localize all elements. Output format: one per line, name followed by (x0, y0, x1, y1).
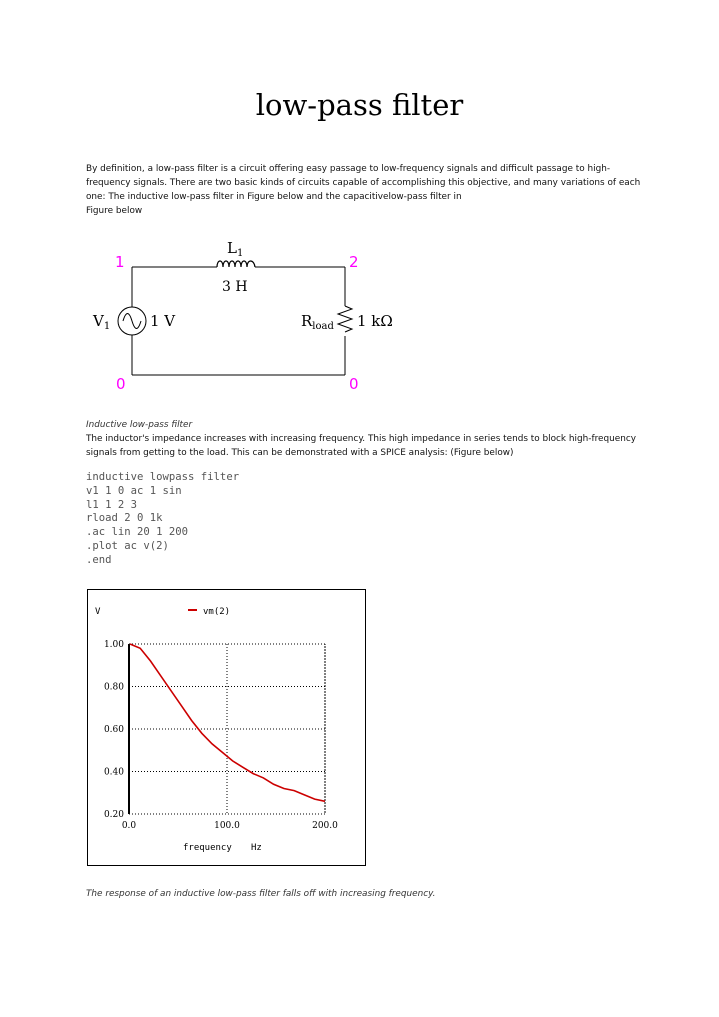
figure1-and-analysis (86, 418, 646, 460)
figure-link[interactable]: Figure below (453, 448, 511, 458)
frequency-response-chart (87, 589, 367, 867)
source-value: 1 V (150, 312, 176, 330)
figure2-caption: The response of an inductive low-pass filter falls off with increasing frequency. (86, 889, 436, 899)
x-tick-label: 100.0 (214, 821, 240, 831)
circuit-diagram (80, 230, 410, 400)
load-value: 1 kΩ (357, 312, 393, 330)
page-title: low-pass filter (255, 88, 464, 122)
x-axis-unit: Hz (251, 843, 262, 853)
spice-line: .end (86, 553, 112, 566)
spice-line: l1 1 2 3 (86, 498, 138, 511)
para2-end: ) (510, 448, 514, 458)
node-label-1: 1 (115, 253, 125, 271)
intro-figure-reference: Figure below (86, 206, 143, 216)
resistor-zigzag-icon (338, 306, 352, 332)
y-tick-label: 0.60 (103, 725, 124, 735)
node-label-0-left: 0 (116, 375, 126, 393)
load-name: $R_{load}$ (301, 312, 334, 332)
para2-text: The inductor's impedance increases with increasing frequency. This high impedance in series tends to block high-frequency signals from getting to the load. This can be demonstrated with a SPICE analysis: ( (86, 434, 636, 458)
spice-listing (86, 471, 239, 568)
spice-line: rload 2 0 1k (86, 512, 163, 525)
x-tick-label: 0.0 (121, 821, 137, 831)
inductor-value: 3 H (222, 279, 248, 295)
intro-paragraph (86, 162, 646, 218)
y-tick-label: 1.00 (103, 640, 124, 650)
y-tick-label: 0.40 (103, 767, 124, 778)
spice-line: .plot ac v(2) (86, 539, 169, 552)
spice-line: v1 1 0 ac 1 sin (86, 484, 182, 497)
figure1-caption: Inductive low-pass filter (86, 420, 193, 430)
node-label-2: 2 (349, 253, 359, 271)
x-axis-label: frequency (183, 843, 232, 853)
intro-text: By definition, a low-pass filter is a circuit offering easy passage to low-frequency signals and difficult passage to high-frequency signals. There are two basic kinds of circuits capable of accomplishing this objective, and many variations of each one: The inductive low-pass filter in Figure below and the capacitivelow-pass filter in (86, 164, 641, 202)
y-unit-label: V (95, 607, 101, 617)
inductor-name: $L_1$ (227, 239, 244, 259)
x-tick-label: 200.0 (312, 821, 338, 831)
spice-line: inductive lowpass filter (86, 471, 240, 483)
node-label-0-right: 0 (349, 375, 359, 393)
y-tick-label: 0.80 (103, 682, 124, 693)
y-tick-label: 0.20 (103, 810, 124, 820)
source-name: $V_1$ (93, 312, 111, 332)
inductor-coil-icon (217, 261, 255, 267)
spice-line: .ac lin 20 1 200 (86, 526, 189, 539)
legend-label: vm(2) (203, 607, 231, 617)
